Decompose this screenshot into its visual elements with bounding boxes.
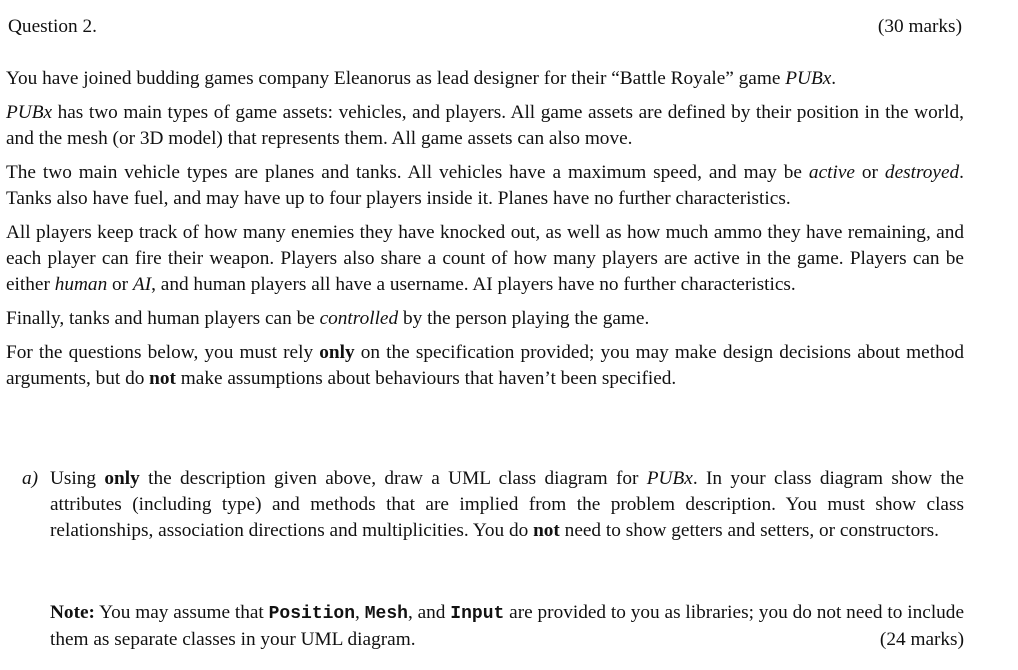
note-label: Note: xyxy=(50,602,95,623)
text-span: Using xyxy=(50,468,105,489)
code-input: Input xyxy=(450,604,505,624)
text-span: make assumptions about behaviours that haven’t been specified. xyxy=(175,368,677,389)
game-name: PUBx xyxy=(785,68,832,89)
text-span: are provided to you as libraries; you do not need to include them as separate classes in your UML diagram. xyxy=(50,602,965,650)
text-span: the description given above, draw a UML class diagram for xyxy=(139,468,647,489)
text-span: or xyxy=(854,162,885,183)
paragraph-instructions xyxy=(6,340,964,392)
text-span: , and xyxy=(407,602,451,623)
text-span: . In your class diagram show the attributes (including type) and methods that are implied from the problem description. You must show class relationships, association directions and multiplicities. You do xyxy=(50,468,964,541)
term-active: active xyxy=(808,162,855,183)
text-span: Finally, tanks and human players can be xyxy=(6,308,320,329)
text-span: has two main types of game assets: vehicles, and players. All game assets are defined by their position in the world, and the mesh (or 3D model) that represents them. All game assets can also move. xyxy=(6,102,964,149)
text-span: You have joined budding games company Eleanorus as lead designer for their “Battle Royale” game xyxy=(6,68,786,89)
paragraph-vehicles xyxy=(6,160,964,212)
subquestion-marks: (24 marks) xyxy=(879,629,964,650)
text-span: on the specification provided; you may make design decisions about method arguments, but do xyxy=(6,342,964,389)
game-name: PUBx xyxy=(646,468,693,489)
text-span: The two main vehicle types are planes and tanks. All vehicles have a maximum speed, and may be xyxy=(6,162,809,183)
paragraph-assets xyxy=(6,100,964,152)
text-span: , and human players all have a username. AI players have no further characteristics. xyxy=(151,274,796,295)
game-name: PUBx xyxy=(6,102,53,123)
term-ai: AI xyxy=(132,274,152,295)
subquestion-text xyxy=(50,466,964,544)
text-span: You may assume that xyxy=(94,602,269,623)
note-block xyxy=(50,600,964,653)
text-span: . Tanks also have fuel, and may have up to four players inside it. Planes have no further characteristics. xyxy=(6,162,964,209)
emphasis-not: not xyxy=(533,520,560,541)
paragraph-controlled xyxy=(6,306,964,332)
paragraph-intro xyxy=(6,66,964,92)
question-body xyxy=(6,66,964,400)
code-mesh: Mesh xyxy=(364,604,408,624)
emphasis-only: only xyxy=(319,342,355,363)
subquestion-a xyxy=(22,466,964,552)
text-span: . xyxy=(831,68,837,89)
text-span: by the person playing the game. xyxy=(398,308,650,329)
paragraph-players xyxy=(6,220,964,298)
question-title: Question 2. xyxy=(8,16,97,37)
term-controlled: controlled xyxy=(319,308,399,329)
code-position: Position xyxy=(268,604,356,624)
emphasis-not: not xyxy=(149,368,176,389)
question-header xyxy=(8,14,962,40)
term-destroyed: destroyed xyxy=(884,162,960,183)
text-span: or xyxy=(107,274,133,295)
text-span: All players keep track of how many enemies they have knocked out, as well as how much ammo they have remaining, and each player can fire their weapon. Players also share a count of how many players are active in the game. Players can be either xyxy=(6,222,964,295)
term-human: human xyxy=(54,274,108,295)
question-marks: (30 marks) xyxy=(877,16,962,37)
emphasis-only: only xyxy=(104,468,140,489)
subquestion-label: a) xyxy=(22,468,39,489)
note-text xyxy=(50,600,964,653)
text-span: For the questions below, you must rely xyxy=(6,342,320,363)
text-span: , xyxy=(355,602,365,623)
text-span: need to show getters and setters, or constructors. xyxy=(559,520,939,541)
